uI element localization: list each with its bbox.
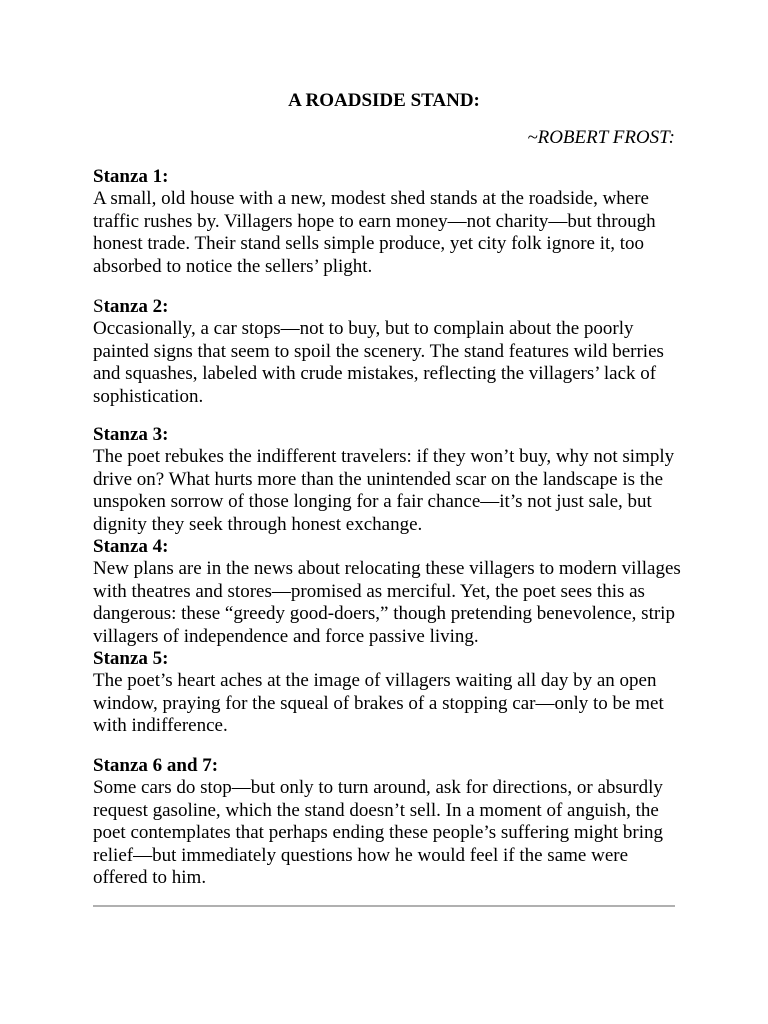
stanza-heading-text: Stanza 6 and 7: bbox=[93, 755, 219, 776]
stanza-heading bbox=[93, 296, 683, 318]
author-line: ~ROBERT FROST: bbox=[527, 127, 675, 148]
stanza-text: The poet’s heart aches at the image of villagers waiting all day by an open window, praying for the squeal of brakes of a stopping car—only to be met with indifference. bbox=[93, 670, 664, 737]
document-page bbox=[93, 0, 681, 1024]
stanza-heading bbox=[93, 755, 683, 777]
document-title: A ROADSIDE STAND: bbox=[288, 90, 480, 111]
stanza-2 bbox=[93, 296, 683, 408]
stanza-heading-text: Stanza 4: bbox=[93, 536, 169, 557]
stanza-heading-initial: S bbox=[93, 296, 104, 317]
horizontal-rule bbox=[93, 905, 675, 907]
stanza-text: Occasionally, a car stops—not to buy, but to complain about the poorly painted signs that seem to spoil the scenery. The stand features wild berries and squashes, labeled with crude mistakes, reflecting the villagers’ lack of sophistication. bbox=[93, 318, 664, 407]
stanza-3 bbox=[93, 424, 683, 536]
stanza-heading-text: Stanza 3: bbox=[93, 424, 169, 445]
stanza-text: A small, old house with a new, modest shed stands at the roadside, where traffic rushes by. Villagers hope to earn money—not charity—but through honest trade. Their stand sells simple produce, yet city folk ignore it, too absorbed to notice the sellers’ plight. bbox=[93, 188, 656, 277]
stanza-heading-text: tanza 2: bbox=[103, 296, 169, 317]
stanza-heading bbox=[93, 166, 683, 188]
stanza-1 bbox=[93, 166, 683, 278]
stanza-text: New plans are in the news about relocating these villagers to modern villages with theatres and stores—promised as merciful. Yet, the poet sees this as dangerous: these “greedy good-doers,” though pretending benevolence, strip villagers of independence and force passive living. bbox=[93, 558, 681, 647]
stanza-heading bbox=[93, 648, 683, 670]
stanza-heading-text: Stanza 1: bbox=[93, 166, 169, 187]
stanza-heading bbox=[93, 424, 683, 446]
stanza-heading-text: Stanza 5: bbox=[93, 648, 169, 669]
stanza-6-and-7 bbox=[93, 755, 683, 889]
stanza-4 bbox=[93, 536, 683, 648]
stanza-heading bbox=[93, 536, 683, 558]
stanza-text: Some cars do stop—but only to turn around, ask for directions, or absurdly request gasoline, which the stand doesn’t sell. In a moment of anguish, the poet contemplates that perhaps ending these people’s suffering might bring relief—but immediately questions how he would feel if the same were offered to him. bbox=[93, 777, 664, 889]
stanza-5 bbox=[93, 648, 683, 738]
stanza-text: The poet rebukes the indifferent travelers: if they won’t buy, why not simply drive on? What hurts more than the unintended scar on the landscape is the unspoken sorrow of those longing for a fair chance—it’s not just sale, but dignity they seek through honest exchange. bbox=[93, 446, 675, 535]
